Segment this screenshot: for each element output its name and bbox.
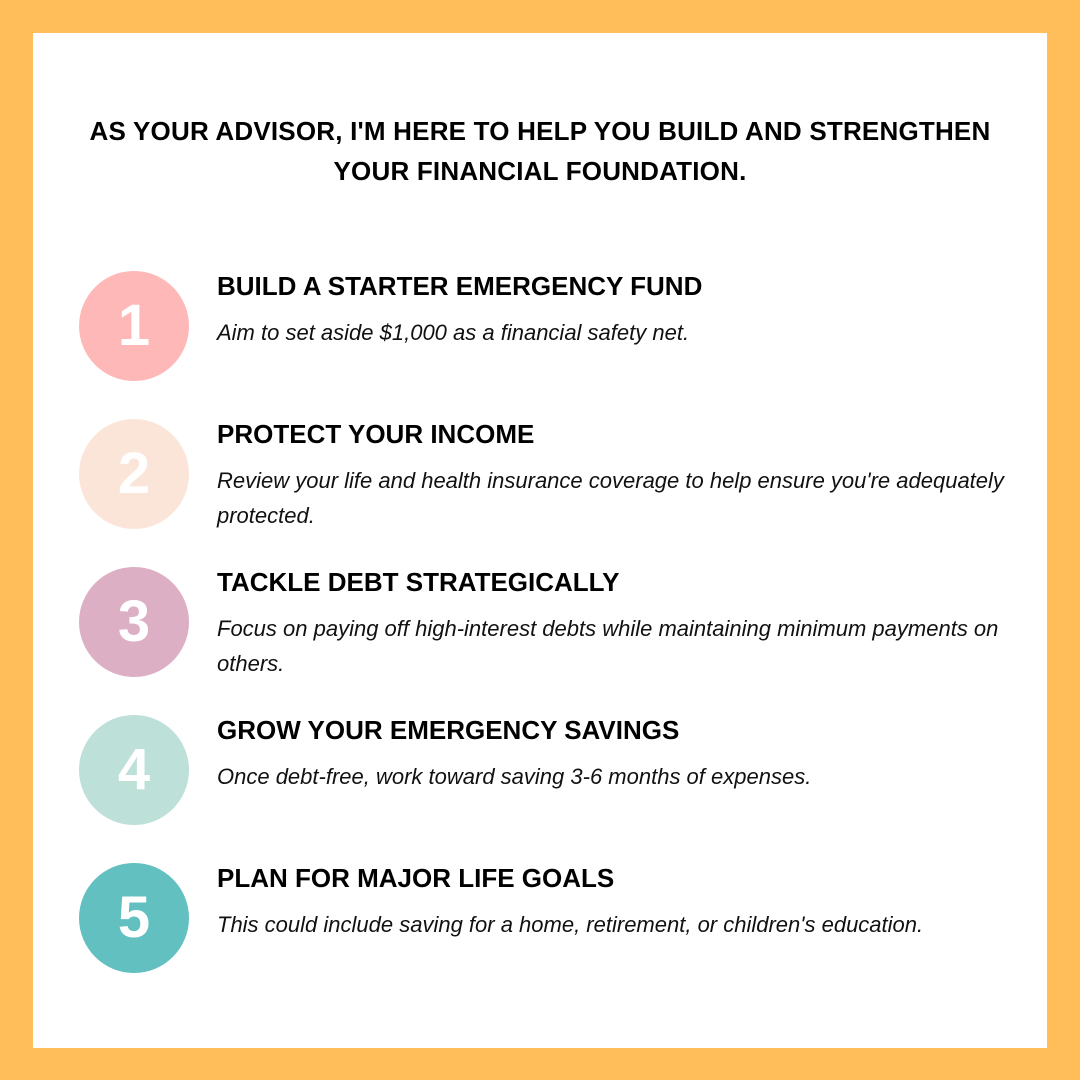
step-1-number-circle — [79, 271, 189, 381]
step-4-number-circle — [79, 715, 189, 825]
headline — [33, 111, 1047, 191]
headline-line-1: AS YOUR ADVISOR, I'M HERE TO HELP YOU BUILD AND STRENGTHEN — [89, 116, 991, 146]
step-3-number-circle — [79, 567, 189, 677]
step-1-title: BUILD A STARTER EMERGENCY FUND — [217, 271, 703, 301]
step-2-description: Review your life and health insurance coverage to help ensure you're adequately protected. — [217, 468, 1004, 528]
step-3 — [33, 567, 1047, 687]
step-5-title: PLAN FOR MAJOR LIFE GOALS — [217, 863, 615, 893]
step-2-number-circle — [79, 419, 189, 529]
step-5-number: 5 — [117, 885, 151, 950]
step-2-number: 2 — [117, 441, 151, 506]
step-4-title: GROW YOUR EMERGENCY SAVINGS — [217, 715, 680, 745]
step-3-description: Focus on paying off high-interest debts while maintaining minimum payments on others. — [217, 616, 999, 676]
content-card — [33, 33, 1047, 1048]
step-4 — [33, 715, 1047, 835]
step-4-number: 4 — [117, 737, 151, 802]
step-3-title: TACKLE DEBT STRATEGICALLY — [217, 567, 620, 597]
step-5 — [33, 863, 1047, 983]
step-4-description: Once debt-free, work toward saving 3-6 months of expenses. — [217, 764, 812, 789]
step-1 — [33, 271, 1047, 391]
step-3-number: 3 — [117, 589, 151, 654]
step-2-title: PROTECT YOUR INCOME — [217, 419, 535, 449]
step-1-description: Aim to set aside $1,000 as a financial safety net. — [217, 320, 690, 345]
headline-line-2: YOUR FINANCIAL FOUNDATION. — [333, 156, 747, 186]
step-5-number-circle — [79, 863, 189, 973]
step-5-description: This could include saving for a home, retirement, or children's education. — [217, 912, 924, 937]
step-1-number: 1 — [117, 293, 151, 358]
step-2 — [33, 419, 1047, 539]
